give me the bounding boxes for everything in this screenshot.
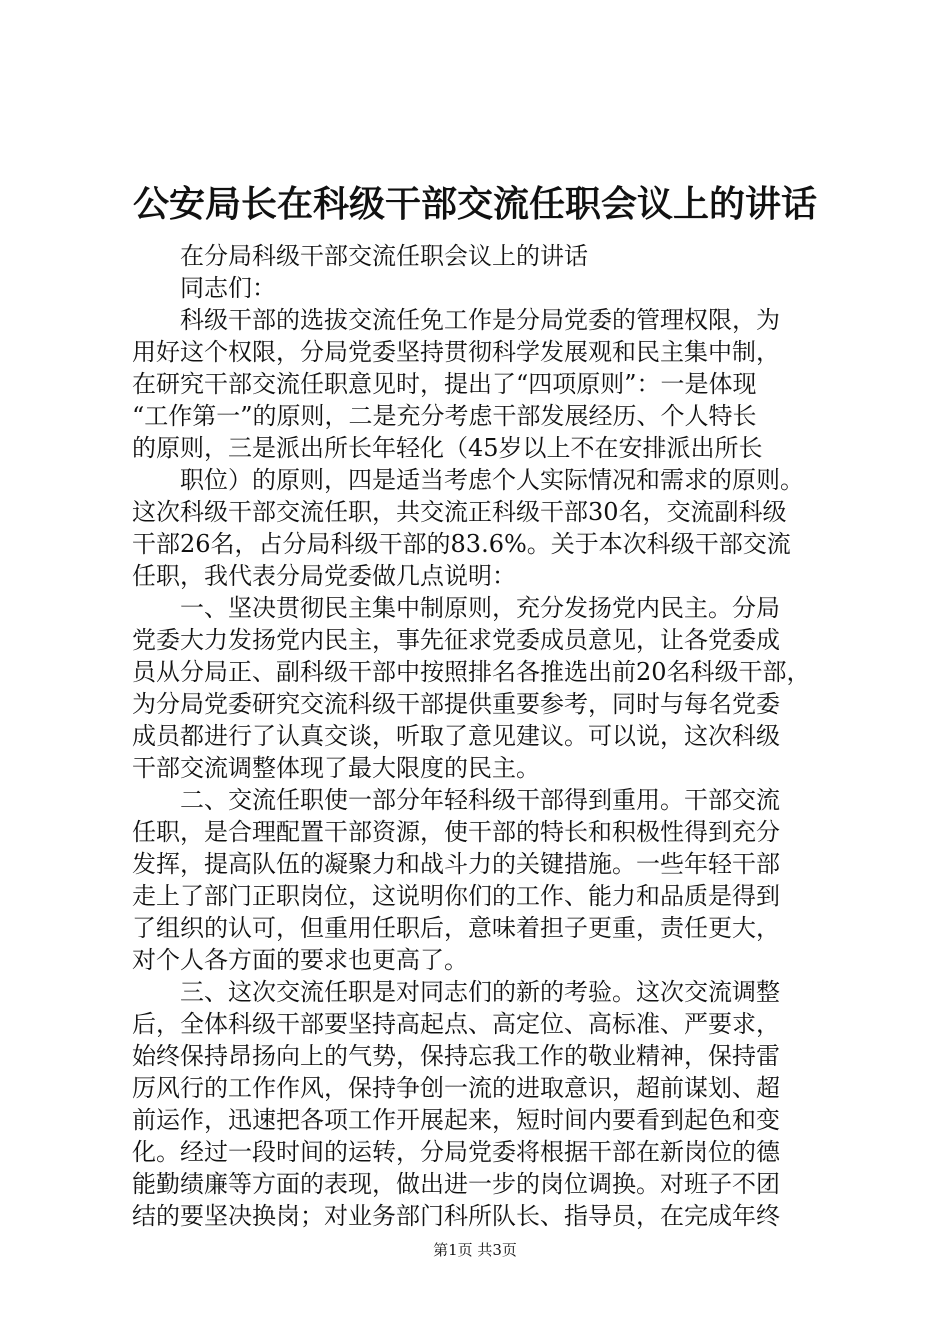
text-line: 对个人各方面的要求也更高了。 (132, 946, 468, 974)
text-line: 在分局科级干部交流任职会议上的讲话 (180, 242, 588, 270)
text-line: 始终保持昂扬向上的气势，保持忘我工作的敬业精神，保持雷 (132, 1042, 780, 1070)
text-line: “工作第一”的原则，二是充分考虑干部发展经历、个人特长 (132, 402, 757, 430)
text-line: 任职，我代表分局党委做几点说明： (132, 562, 516, 590)
text-line: 走上了部门正职岗位，这说明你们的工作、能力和品质是得到 (132, 882, 780, 910)
text-line: 干部交流调整体现了最大限度的民主。 (132, 754, 540, 782)
text-line: 同志们： (180, 274, 276, 302)
text-line: 干部26名，占分局科级干部的83.6%。关于本次科级干部交流 (132, 530, 791, 558)
text-line: 能勤绩廉等方面的表现，做出进一步的岗位调换。对班子不团 (132, 1170, 780, 1198)
text-line: 了组织的认可，但重用任职后，意味着担子更重，责任更大， (132, 914, 780, 942)
document-title: 公安局长在科级干部交流任职会议上的讲话 (132, 183, 817, 225)
page-number: 第1页 共3页 (433, 1241, 517, 1259)
text-line: 发挥，提高队伍的凝聚力和战斗力的关键措施。一些年轻干部 (132, 850, 780, 878)
text-line: 一、坚决贯彻民主集中制原则，充分发扬党内民主。分局 (180, 594, 780, 622)
text-line: 化。经过一段时间的运转，分局党委将根据干部在新岗位的德 (132, 1138, 780, 1166)
text-line: 为分局党委研究交流科级干部提供重要参考，同时与每名党委 (132, 690, 780, 718)
text-line: 这次科级干部交流任职，共交流正科级干部30名，交流副科级 (132, 498, 787, 526)
text-line: 党委大力发扬党内民主，事先征求党委成员意见，让各党委成 (132, 626, 780, 654)
text-line: 三、这次交流任职是对同志们的新的考验。这次交流调整 (180, 978, 780, 1006)
text-line: 结的要坚决换岗；对业务部门科所队长、指导员，在完成年终 (132, 1202, 780, 1230)
text-line: 员从分局正、副科级干部中按照排名各推选出前20名科级干部， (132, 658, 811, 686)
text-line: 的原则，三是派出所长年轻化（45岁以上不在安排派出所长 (132, 434, 763, 462)
text-line: 前运作，迅速把各项工作开展起来，短时间内要看到起色和变 (132, 1106, 780, 1134)
text-line: 在研究干部交流任职意见时，提出了“四项原则”：一是体现 (132, 370, 757, 398)
text-line: 任职，是合理配置干部资源，使干部的特长和积极性得到充分 (132, 818, 780, 846)
text-line: 后，全体科级干部要坚持高起点、高定位、高标准、严要求， (132, 1010, 780, 1038)
text-line: 用好这个权限，分局党委坚持贯彻科学发展观和民主集中制， (132, 338, 780, 366)
document-body (132, 240, 832, 1232)
text-line: 成员都进行了认真交谈，听取了意见建议。可以说，这次科级 (132, 722, 780, 750)
text-line: 二、交流任职使一部分年轻科级干部得到重用。干部交流 (180, 786, 780, 814)
text-line: 厉风行的工作作风，保持争创一流的进取意识，超前谋划、超 (132, 1074, 780, 1102)
text-line: 职位）的原则，四是适当考虑个人实际情况和需求的原则。 (180, 466, 804, 494)
text-line: 科级干部的选拔交流任免工作是分局党委的管理权限，为 (180, 306, 780, 334)
